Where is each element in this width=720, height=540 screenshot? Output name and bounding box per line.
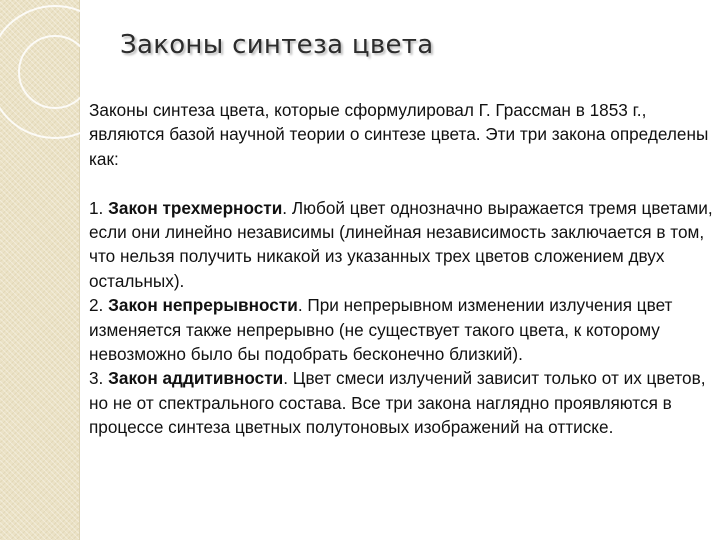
slide-title: Законы синтеза цвета: [120, 30, 434, 60]
law-item-3: [89, 366, 714, 439]
law-text: . Любой цвет однозначно выражается тремя цветами, если они линейно независимы (линейная независимость заключается в том, что нельзя получить никакой из указанных трех цветов сложением двух остальных).: [89, 197, 713, 291]
decorative-side-band: [0, 0, 79, 540]
law-name: Закон аддитивности: [108, 368, 284, 389]
slide-body: [89, 98, 714, 440]
law-name: Закон трехмерности: [108, 197, 283, 218]
law-item-2: [89, 293, 714, 366]
intro-paragraph: Законы синтеза цвета, которые сформулировал Г. Грассман в 1853 г., являются базой научной теории о синтезе цвета. Эти три закона определены как:: [89, 100, 709, 169]
law-number: 1.: [89, 197, 104, 218]
band-divider: [79, 0, 80, 540]
law-item-1: [89, 196, 714, 294]
law-text: . При непрерывном изменении излучения цвет изменяется также непрерывно (не существует такого цвета, к которому невозможно было бы подобрать бесконечно близкий).: [89, 295, 673, 365]
law-number: 2.: [89, 295, 104, 316]
paragraph-spacer: [89, 171, 714, 195]
law-text: . Цвет смеси излучений зависит только от их цветов, но не от спектрального состава. Все три закона наглядно проявляются в процессе синтеза цветных полутоновых изображений на оттиске.: [89, 368, 706, 438]
law-number: 3.: [89, 368, 104, 389]
law-name: Закон непрерывности: [108, 295, 298, 316]
